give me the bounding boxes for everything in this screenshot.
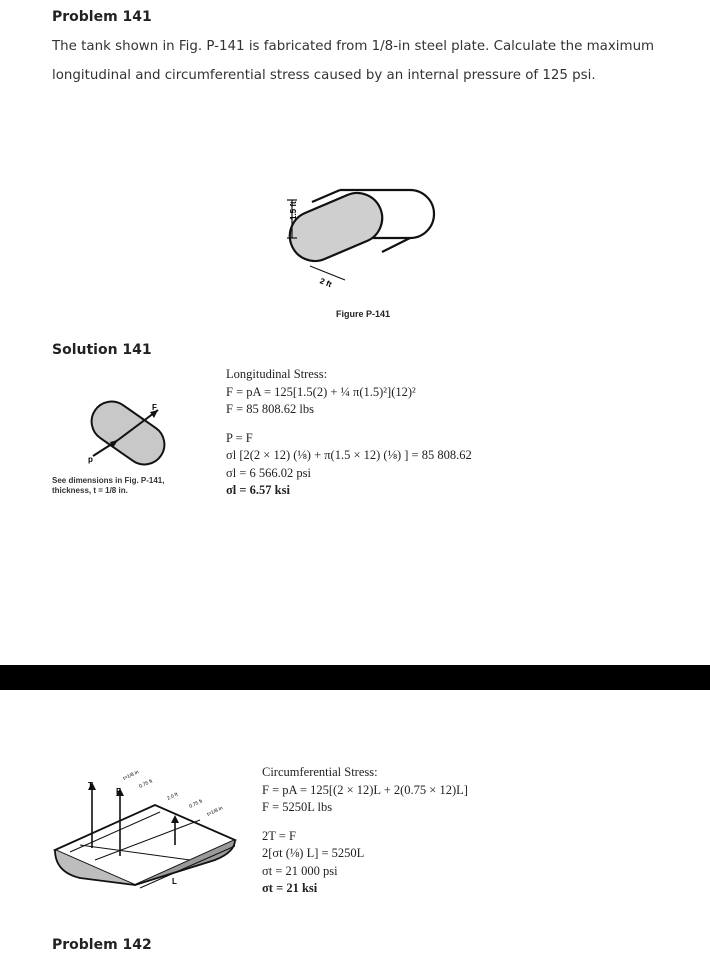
circumferential-line-3: 2T = F [262,828,296,843]
tank-figure [270,180,450,300]
label-t2: t=1/8 in [206,805,224,818]
label-075a: 0.75 ft [138,778,154,790]
label-F-circ: F [116,787,121,796]
circumferential-stress-block [262,764,468,898]
problem-141-statement: The tank shown in Fig. P-141 is fabricated from 1/8-in steel plate. Calculate the maximum longitudinal and circumferential stress caused by an internal pressure of 125 psi. [52,39,655,83]
longitudinal-line-3: P = F [226,430,253,445]
label-F: F [152,403,157,412]
note-line-2: thickness, t = 1/8 in. [52,486,128,495]
problem-141-title: Problem 141 [52,9,152,25]
tank-end-section [84,398,172,472]
circumferential-heading: Circumferential Stress: [262,765,378,779]
longitudinal-heading: Longitudinal Stress: [226,367,328,381]
label-T: T [88,781,93,790]
circumferential-line-2: F = 5250L lbs [262,800,333,814]
solution-141-title: Solution 141 [52,342,152,358]
height-dim-label: 1.5 ft [289,201,298,220]
figure-caption: Figure P-141 [336,309,391,319]
label-t1: t=1/8 in [122,769,140,782]
circumferential-line-5: σt = 21 000 psi [262,863,338,878]
circumferential-fig [40,760,240,895]
longitudinal-line-1: F = pA = 125[1.5(2) + ¼ π(1.5)²](12)² [226,384,416,399]
problem-142-title: Problem 142 [52,937,152,953]
dimensions-note [52,476,164,496]
circumferential-line-4: 2[σt (⅛) L] = 5250L [262,846,365,860]
label-p: p [88,455,93,464]
label-20: 2.0 ft [166,791,179,802]
tank-bottom-edge [382,238,410,252]
label-075b: 0.75 ft [188,798,204,810]
note-line-1: See dimensions in Fig. P-141, [52,476,165,485]
black-band [0,665,710,690]
longitudinal-line-4: σl [2(2 × 12) (⅛) + π(1.5 × 12) (⅛) ] = 85 808.62 [226,448,472,462]
width-dim-label: 2 ft [318,276,333,290]
circumferential-line-6: σt = 21 ksi [262,881,318,895]
longitudinal-line-2: F = 85 808.62 lbs [226,402,314,416]
longitudinal-line-6: σl = 6.57 ksi [226,483,290,497]
longitudinal-fig [78,398,178,473]
label-L: L [172,877,177,886]
longitudinal-line-5: σl = 6 566.02 psi [226,465,311,480]
circumferential-line-1: F = pA = 125[(2 × 12)L + 2(0.75 × 12)L] [262,782,468,797]
longitudinal-stress-block [226,366,472,500]
